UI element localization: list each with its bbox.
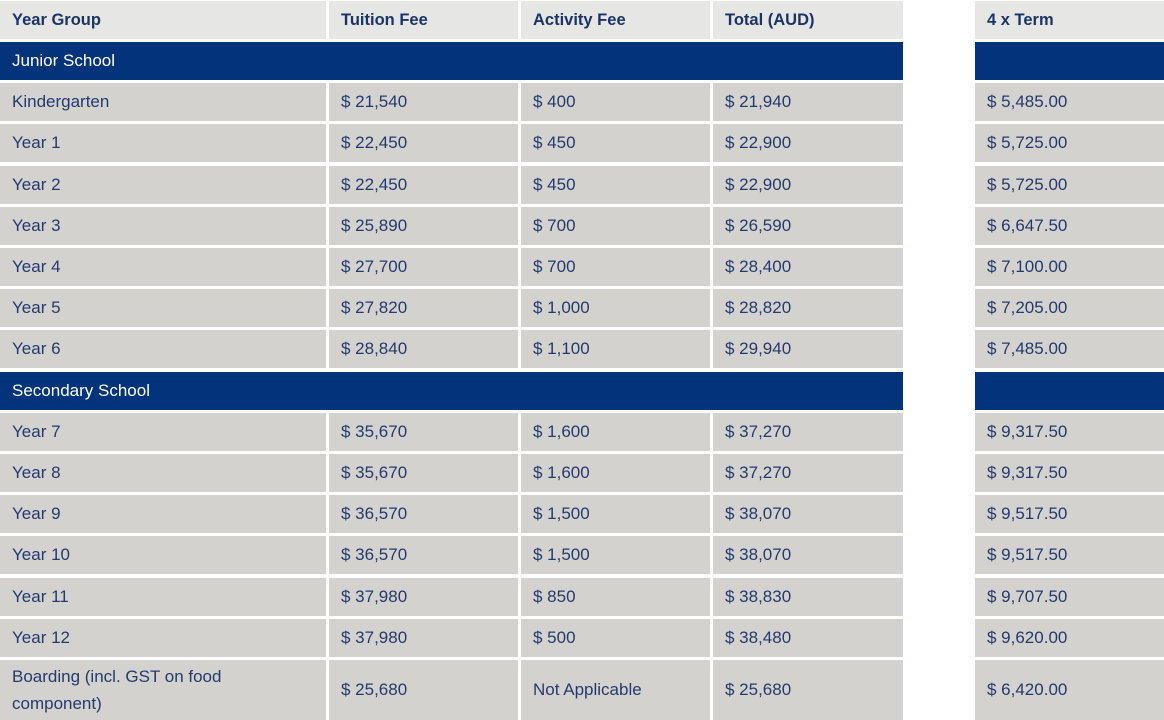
fee-cell: $ 1,600 [521,413,710,451]
fee-cell: $ 9,517.50 [975,536,1164,574]
year-group-cell: Year 12 [0,619,326,657]
fee-cell: $ 5,725.00 [975,166,1164,204]
header-tuition-fee: Tuition Fee [329,1,518,39]
fee-cell: $ 26,590 [713,207,903,245]
fee-cell: $ 1,500 [521,536,710,574]
header-term: 4 x Term [975,1,1164,39]
section-band-term [975,42,1164,80]
year-group-cell: Year 10 [0,536,326,574]
fee-cell: $ 1,500 [521,495,710,533]
fee-cell: $ 25,890 [329,207,518,245]
fee-cell: $ 28,820 [713,289,903,327]
fee-cell: $ 38,070 [713,536,903,574]
fee-cell: $ 25,680 [713,660,903,720]
fee-cell: $ 700 [521,248,710,286]
fee-cell: $ 1,000 [521,289,710,327]
fee-cell: $ 450 [521,124,710,162]
year-group-cell: Year 3 [0,207,326,245]
fee-cell: $ 1,600 [521,454,710,492]
fee-cell: $ 22,900 [713,124,903,162]
fee-cell: $ 9,620.00 [975,619,1164,657]
header-year-group: Year Group [0,1,326,39]
fee-cell: $ 9,317.50 [975,413,1164,451]
year-group-cell: Year 8 [0,454,326,492]
fee-cell: $ 27,700 [329,248,518,286]
fee-cell: $ 21,540 [329,83,518,121]
fee-cell: $ 35,670 [329,413,518,451]
year-group-cell: Year 6 [0,330,326,368]
fee-cell: $ 21,940 [713,83,903,121]
fee-cell: $ 9,317.50 [975,454,1164,492]
fee-cell: $ 28,400 [713,248,903,286]
fee-cell: $ 5,725.00 [975,124,1164,162]
fee-cell: $ 37,980 [329,578,518,616]
fee-cell: $ 37,270 [713,454,903,492]
section-band: Secondary School [0,372,903,410]
fee-cell: $ 6,647.50 [975,207,1164,245]
header-total: Total (AUD) [713,1,903,39]
fee-cell: $ 7,205.00 [975,289,1164,327]
fee-cell: $ 25,680 [329,660,518,720]
fee-cell: $ 850 [521,578,710,616]
fee-cell: $ 38,480 [713,619,903,657]
year-group-cell: Boarding (incl. GST on food component) [0,660,326,720]
year-group-cell: Year 4 [0,248,326,286]
fee-cell: $ 27,820 [329,289,518,327]
fee-cell: $ 29,940 [713,330,903,368]
header-activity-fee: Activity Fee [521,1,710,39]
fee-cell: $ 7,100.00 [975,248,1164,286]
section-band-term [975,372,1164,410]
fee-cell: $ 9,517.50 [975,495,1164,533]
fee-cell: $ 38,070 [713,495,903,533]
section-band: Junior School [0,42,903,80]
fee-cell: $ 22,900 [713,166,903,204]
year-group-cell: Kindergarten [0,83,326,121]
fee-cell: $ 700 [521,207,710,245]
year-group-cell: Year 7 [0,413,326,451]
fee-cell: $ 36,570 [329,536,518,574]
fee-cell: $ 500 [521,619,710,657]
fee-cell: $ 36,570 [329,495,518,533]
year-group-cell: Year 9 [0,495,326,533]
fee-cell: $ 5,485.00 [975,83,1164,121]
fee-cell: Not Applicable [521,660,710,720]
fee-cell: $ 6,420.00 [975,660,1164,720]
fee-cell: $ 37,980 [329,619,518,657]
fee-cell: $ 38,830 [713,578,903,616]
year-group-cell: Year 11 [0,578,326,616]
year-group-cell: Year 1 [0,124,326,162]
fee-cell: $ 450 [521,166,710,204]
fee-cell: $ 28,840 [329,330,518,368]
fee-cell: $ 22,450 [329,166,518,204]
fee-cell: $ 9,707.50 [975,578,1164,616]
fee-cell: $ 22,450 [329,124,518,162]
fee-cell: $ 37,270 [713,413,903,451]
year-group-cell: Year 5 [0,289,326,327]
fee-cell: $ 1,100 [521,330,710,368]
fee-cell: $ 35,670 [329,454,518,492]
fee-cell: $ 400 [521,83,710,121]
fee-cell: $ 7,485.00 [975,330,1164,368]
year-group-cell: Year 2 [0,166,326,204]
